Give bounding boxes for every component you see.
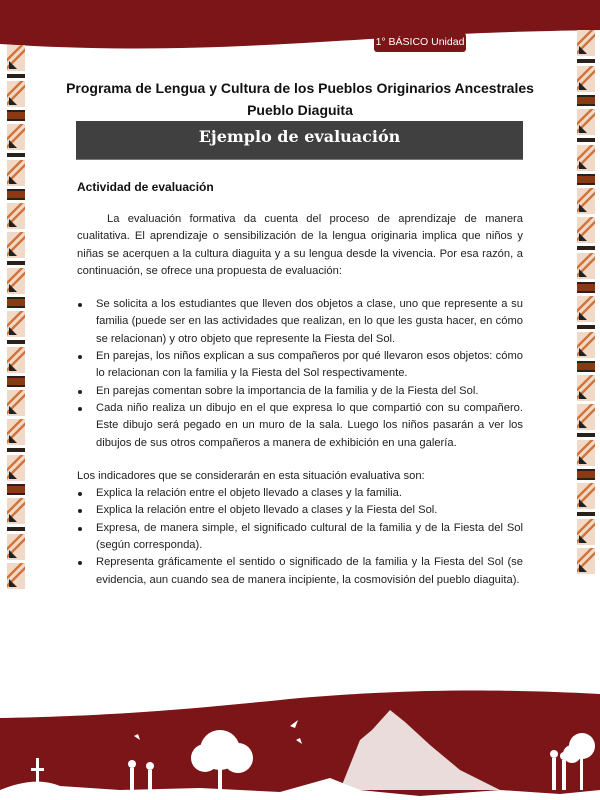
list-item: En parejas, los niños explican a sus compañeros por qué llevaron esos objetos: cómo lo relacionan con la familia y la Fiesta del Sol respectivamente. bbox=[77, 348, 523, 383]
indicators-label: Los indicadores que se considerarán en esta situación evaluativa son: bbox=[77, 469, 425, 482]
list-item: Explica la relación entre el objeto llevado a clases y la familia. bbox=[77, 485, 523, 502]
list-item: Representa gráficamente el sentido o significado de la familia y la Fiesta del Sol (se evidencia, aun cuando sea de manera incipiente, la cosmovisión del pueblo diaguita). bbox=[77, 554, 523, 589]
people-title: Pueblo Diaguita bbox=[247, 102, 353, 118]
indicator-list bbox=[77, 485, 523, 589]
document-body bbox=[77, 211, 523, 589]
left-decorative-border bbox=[7, 45, 25, 695]
list-item: Expresa, de manera simple, el significado cultural de la familia y de la Fiesta del Sol (según corresponda). bbox=[77, 520, 523, 555]
list-item: Explica la relación entre el objeto llevado a clases y la Fiesta del Sol. bbox=[77, 502, 523, 519]
list-item: En parejas comentan sobre la importancia de la familia y de la Fiesta del Sol. bbox=[77, 383, 523, 400]
document-header bbox=[60, 77, 540, 121]
footer-landscape-illustration bbox=[0, 650, 600, 800]
list-item: Se solicita a los estudiantes que lleven dos objetos a clase, uno que represente a su familia (puede ser en las actividades que realizan, en lo que les gusta hacer, en cómo se relacionan) y otro objeto que represente la Fiesta del Sol. bbox=[77, 296, 523, 348]
activity-heading: Actividad de evaluación bbox=[77, 180, 214, 194]
unit-badge: 1° BÁSICO Unidad 2 bbox=[374, 33, 466, 52]
program-title: Programa de Lengua y Cultura de los Pueblos Originarios Ancestrales bbox=[66, 80, 534, 96]
header-wave bbox=[0, 0, 600, 60]
intro-paragraph: La evaluación formativa da cuenta del proceso de aprendizaje de manera cualitativa. El aprendizaje o sensibilización de la lengua originaria implica que niños y niñas se acerquen a la cultura diaguita y a su lengua desde la vivencia. Por esa razón, a continuación, se ofrece una propuesta de evaluación: bbox=[77, 213, 523, 277]
activity-list bbox=[77, 296, 523, 452]
list-item: Cada niño realiza un dibujo en el que expresa lo que compartió con su compañero. Este dibujo será pegado en un muro de la sala. Luego los niños pasarán a ver los dibujos de sus otros compañeros a manera de exhibición en una galería. bbox=[77, 400, 523, 452]
right-decorative-border bbox=[577, 30, 595, 680]
section-banner: Ejemplo de evaluación bbox=[76, 121, 523, 160]
